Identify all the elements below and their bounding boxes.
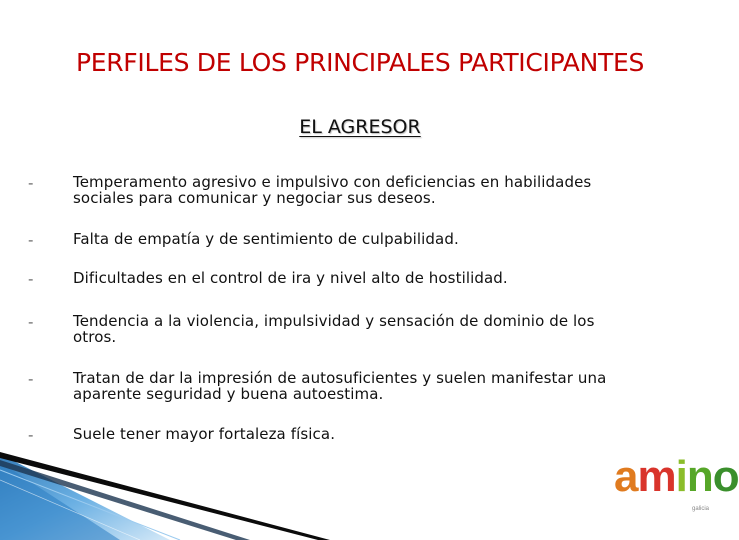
bullet-marker: - (28, 370, 34, 388)
slide-subtitle: EL AGRESOR (299, 116, 421, 138)
bullet-text-line: Dificultades en el control de ira y nivel alto de hostilidad. (73, 269, 508, 287)
bullet-text-line: Suele tener mayor fortaleza física. (73, 425, 336, 443)
bullet-marker: - (28, 270, 34, 288)
bullet-text-line: Tendencia a la violencia, impulsividad y sensación de dominio de los (73, 312, 595, 330)
logo-letter: a (614, 452, 638, 501)
bullet-marker: - (28, 174, 34, 192)
bullet-marker: - (28, 313, 34, 331)
slide-title: PERFILES DE LOS PRINCIPALES PARTICIPANTES (75, 48, 645, 77)
bullet-text-line: Falta de empatía y de sentimiento de culpabilidad. (73, 230, 459, 248)
bullet-text-line: otros. (73, 328, 117, 346)
logo-letter: m (637, 452, 676, 501)
bullet-marker: - (28, 426, 34, 444)
bullet-marker: - (28, 231, 34, 249)
logo-tagline: galicia (692, 506, 710, 512)
bullet-text-line: Temperamento agresivo e impulsivo con deficiencias en habilidades (73, 173, 592, 191)
bullet-text-line: Tratan de dar la impresión de autosuficientes y suelen manifestar una (73, 369, 607, 387)
logo-letter: n (686, 452, 713, 501)
amino-logo (604, 452, 739, 520)
logo-letter: o (712, 452, 739, 501)
corner-decoration (0, 440, 330, 540)
bullet-text-line: aparente seguridad y buena autoestima. (73, 385, 384, 403)
logo-letter: i (675, 452, 687, 501)
bullet-text-line: sociales para comunicar y negociar sus deseos. (73, 189, 436, 207)
